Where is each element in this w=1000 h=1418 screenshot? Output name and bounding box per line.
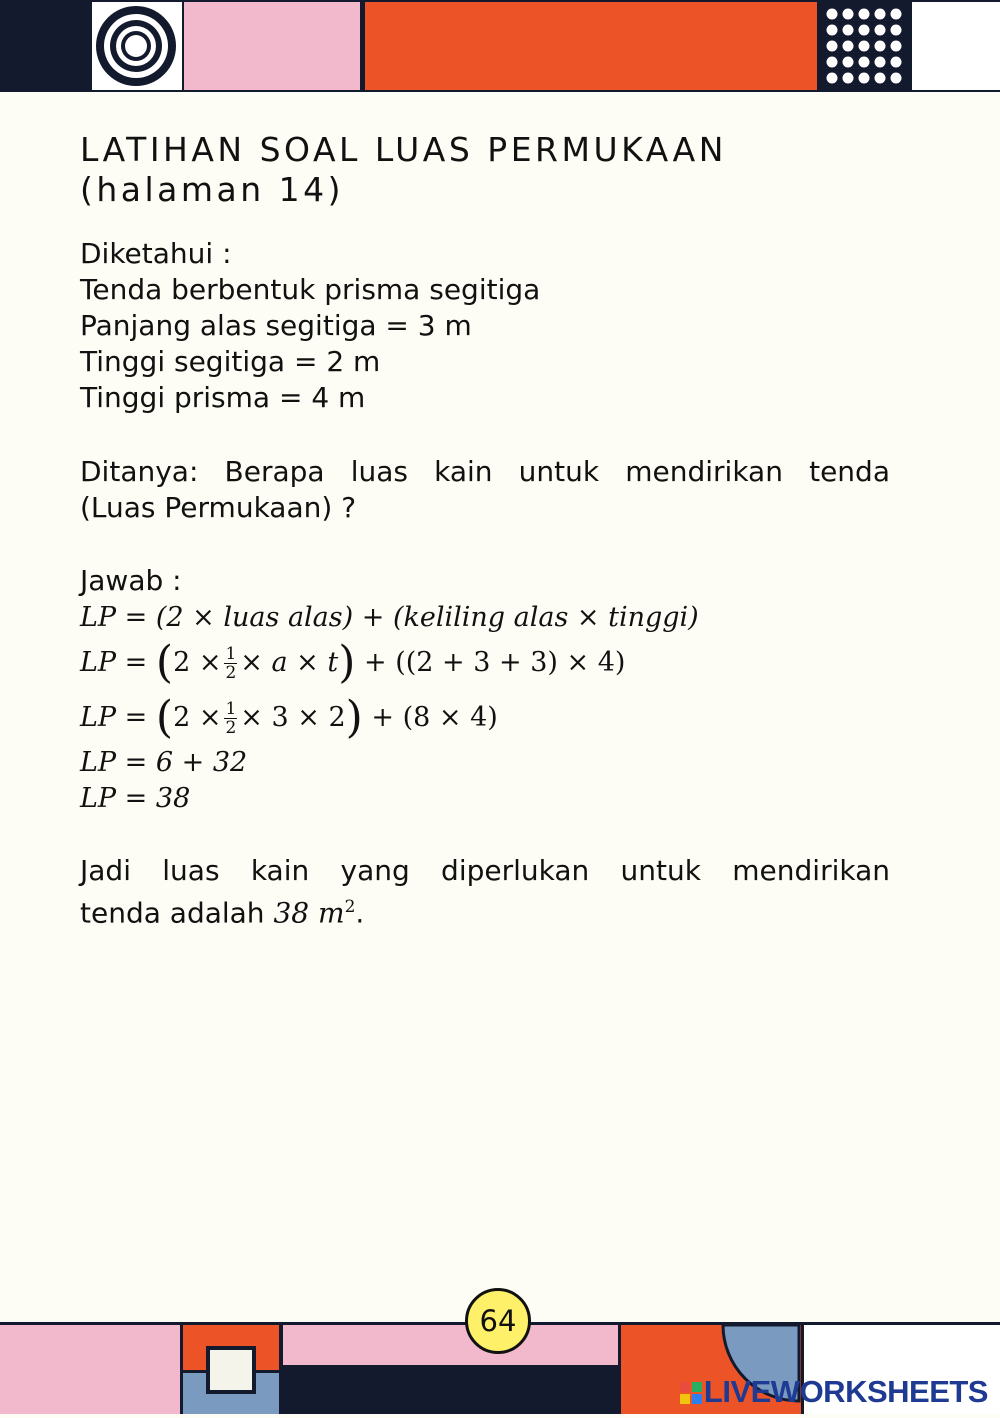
equation-5 [80,781,190,817]
concentric-circles-icon [92,2,182,90]
concentric-circles-block [92,2,182,90]
page-number-badge: 64 [465,1288,531,1354]
equation-3: LP = (2 × $\frac{1}{2}$ × 3 × 2) + (8 × 4) [80,692,498,743]
orange-block [365,2,817,90]
grid-dot [891,25,902,36]
equation-2: LP = (2 × $\frac{1}{2}$ × a × t) + ((2 + 3 + 3) × 4) [80,637,626,688]
liveworksheets-logo-icon [680,1382,702,1404]
given-line: Tenda berbentuk prisma segitiga [80,273,541,306]
fraction-denominator: 2 [225,718,237,738]
grid-dot [859,9,870,20]
liveworksheets-logo [680,1374,988,1410]
grid-dot [859,25,870,36]
grid-dot [843,41,854,52]
grid-dot [891,9,902,20]
given-line: Tinggi segitiga = 2 m [80,345,381,378]
title-line-1: LATIHAN SOAL LUAS PERMUKAAN [80,130,727,169]
conclusion-line-2 [80,889,890,931]
grid-dot [859,41,870,52]
grid-dot [843,25,854,36]
pink-strip-block [283,1325,618,1365]
equation-lhs: LP = [80,702,156,733]
grid-dot [843,57,854,68]
conclusion-line-1: Jadi luas kain yang diperlukan untuk mendirikan [80,854,890,887]
ditanya-section [80,454,890,526]
grid-dot [827,9,838,20]
fraction-numerator: 1 [225,644,237,664]
grid-dot [875,57,886,68]
pink-block [184,2,360,90]
title-line-2: (halaman 14) [80,170,345,209]
pink-block [0,1325,180,1414]
equation-1-text: LP = (2 × luas alas) + (keliling alas × tinggi) [80,602,699,633]
conclusion-section [80,853,890,931]
grid-dot [827,25,838,36]
given-line: Tinggi prisma = 4 m [80,381,366,414]
ditanya-line-1: Ditanya: Berapa luas kain untuk mendirikan tenda [80,455,890,488]
diketahui-label: Diketahui : [80,237,232,270]
grid-dot [875,41,886,52]
fraction-denominator: 2 [225,663,237,683]
fraction-half [224,700,237,737]
conclusion-text: tenda adalah [80,896,274,930]
jawab-label: Jawab : [80,564,182,597]
equation-4-text: LP = 6 + 32 [80,747,248,778]
conclusion-value: 38 m [273,896,345,930]
grid-dot [827,73,838,84]
equation-term: + (8 × 4) [371,702,498,733]
square-outline-block [206,1346,256,1394]
conclusion-exponent: 2 [344,897,356,917]
fraction-half [224,645,237,682]
equation-term: × a × t [240,647,339,678]
ditanya-line-2: (Luas Permukaan) ? [80,491,357,524]
conclusion-period: . [355,896,365,930]
grid-dot [843,9,854,20]
page-title [80,130,727,210]
equation-term: 2 × [173,647,222,678]
liveworksheets-logo-text: LIVEWORKSHEETS [703,1374,988,1409]
equation-term: × 3 × 2 [240,702,346,733]
equation-1 [80,600,699,636]
grid-dot [891,57,902,68]
grid-dot [875,9,886,20]
fraction-numerator: 1 [225,699,237,719]
grid-dot [827,41,838,52]
grid-dot [859,57,870,68]
grid-dot [891,41,902,52]
grid-dot [891,73,902,84]
diketahui-section [80,236,540,416]
equation-term: 2 × [173,702,222,733]
given-line: Panjang alas segitiga = 3 m [80,309,472,342]
dot-grid-icon [820,2,908,90]
grid-dot [843,73,854,84]
header-band [0,0,1000,92]
grid-dot [875,25,886,36]
white-block [912,2,1000,90]
grid-dot [875,73,886,84]
equation-5-text: LP = 38 [80,783,191,814]
equation-term: + ((2 + 3 + 3) × 4) [364,647,626,678]
equation-4 [80,745,247,781]
grid-dot [859,73,870,84]
grid-dot [827,57,838,68]
dot-grid-block [820,2,908,90]
equation-lhs: LP = [80,647,156,678]
